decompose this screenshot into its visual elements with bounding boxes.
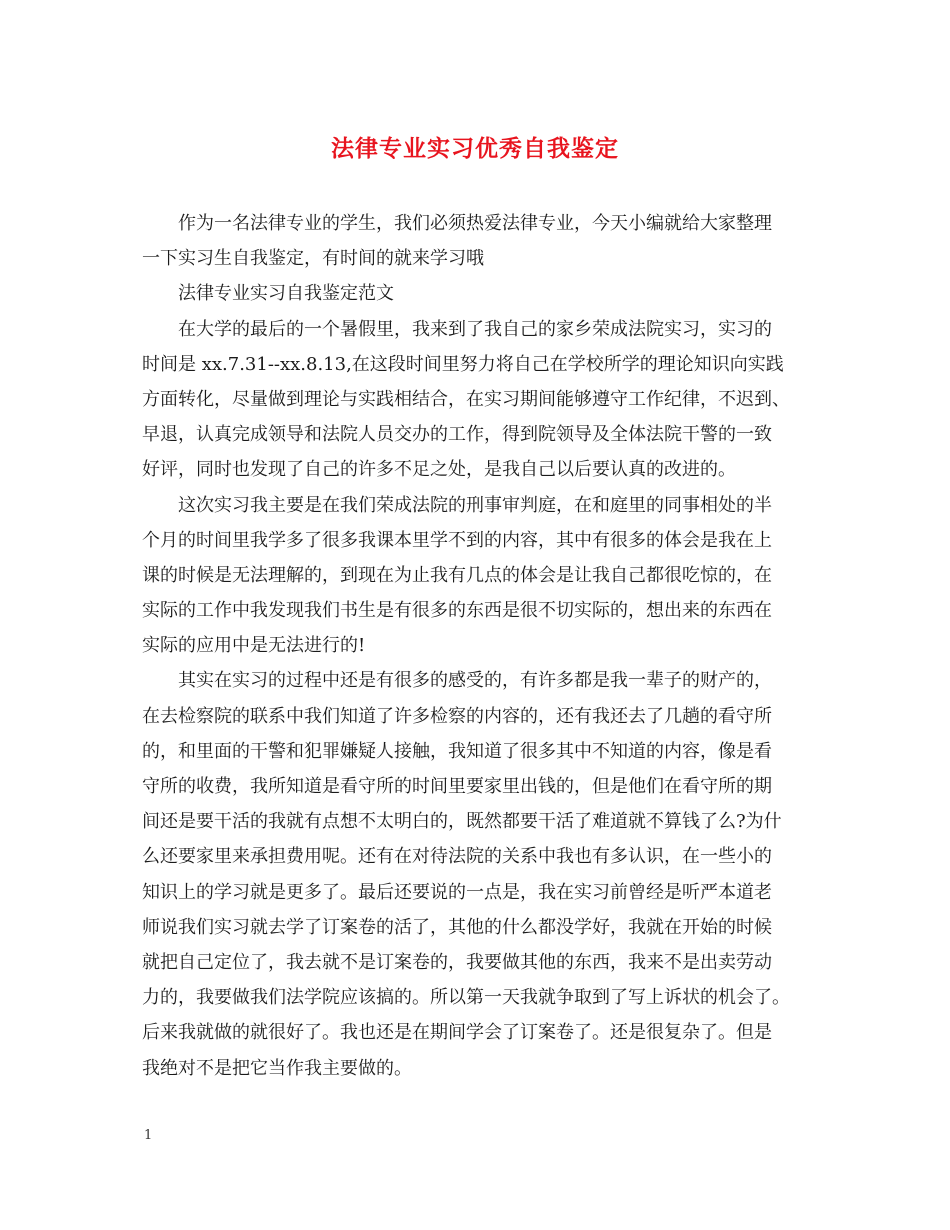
document-title: 法律专业实习优秀自我鉴定 [331, 135, 619, 162]
text-line: 作为一名法律专业的学生，我们必须热爱法律专业，今天小编就给大家整理 [178, 213, 772, 234]
text-line: 一下实习生自我鉴定，有时间的就来学习哦 [142, 248, 484, 270]
text-line: 其实在实习的过程中还是有很多的感受的，有许多都是我一辈子的财产的， [178, 670, 772, 692]
text-line: 师说我们实习就去学了订案卷的活了，其他的什么都没学好，我就在开始的时候 [142, 916, 772, 938]
text-line: 实际的工作中我发现我们书生是有很多的东西是很不切实际的，想出来的东西在 [142, 600, 772, 622]
text-line: 早退，认真完成领导和法院人员交办的工作，得到院领导及全体法院干警的一致 [142, 424, 772, 446]
page-number: 1 [144, 1128, 153, 1143]
document-body [142, 206, 814, 1086]
text-line: 法律专业实习自我鉴定范文 [178, 283, 394, 305]
text-line: 力的，我要做我们法学院应该搞的。所以第一天我就争取到了写上诉状的机会了。 [142, 987, 790, 1009]
text-line: 间还是要干活的我就有点想不太明白的，既然都要干活了难道就不算钱了么?为什 [142, 811, 782, 833]
text-line: 好评，同时也发现了自己的许多不足之处，是我自己以后要认真的改进的。 [142, 459, 736, 481]
text-line: 在去检察院的联系中我们知道了许多检察的内容的，还有我还去了几趟的看守所 [142, 705, 772, 727]
text-line: 么还要家里来承担费用呢。还有在对待法院的关系中我也有多认识，在一些小的 [142, 846, 772, 868]
text-line: 个月的时间里我学多了很多我课本里学不到的内容，其中有很多的体会是我在上 [142, 529, 772, 551]
text-line: 课的时候是无法理解的，到现在为止我有几点的体会是让我自己都很吃惊的，在 [142, 564, 772, 586]
text-line: 后来我就做的就很好了。我也还是在期间学会了订案卷了。还是很复杂了。但是 [142, 1022, 772, 1044]
text-line: 就把自己定位了，我去就不是订案卷的，我要做其他的东西，我来不是出卖劳动 [142, 951, 772, 973]
text-line: 我绝对不是把它当作我主要做的。 [142, 1057, 412, 1079]
text-line: 在大学的最后的一个暑假里，我来到了我自己的家乡荣成法院实习，实习的 [178, 318, 772, 340]
text-line: 知识上的学习就是更多了。最后还要说的一点是，我在实习前曾经是听严本道老 [142, 881, 772, 903]
text-line: 时间是 xx.7.31--xx.8.13,在这段时间里努力将自己在学校所学的理论知识向实践 [142, 353, 784, 375]
text-line: 这次实习我主要是在我们荣成法院的刑事审判庭，在和庭里的同事相处的半 [178, 494, 772, 516]
text-line: 实际的应用中是无法进行的! [142, 635, 366, 657]
text-line: 守所的收费，我所知道是看守所的时间里要家里出钱的，但是他们在看守所的期 [142, 776, 772, 797]
text-line: 的，和里面的干警和犯罪嫌疑人接触，我知道了很多其中不知道的内容，像是看 [142, 740, 772, 762]
text-line: 方面转化，尽量做到理论与实践相结合，在实习期间能够遵守工作纪律，不迟到、 [142, 388, 790, 410]
